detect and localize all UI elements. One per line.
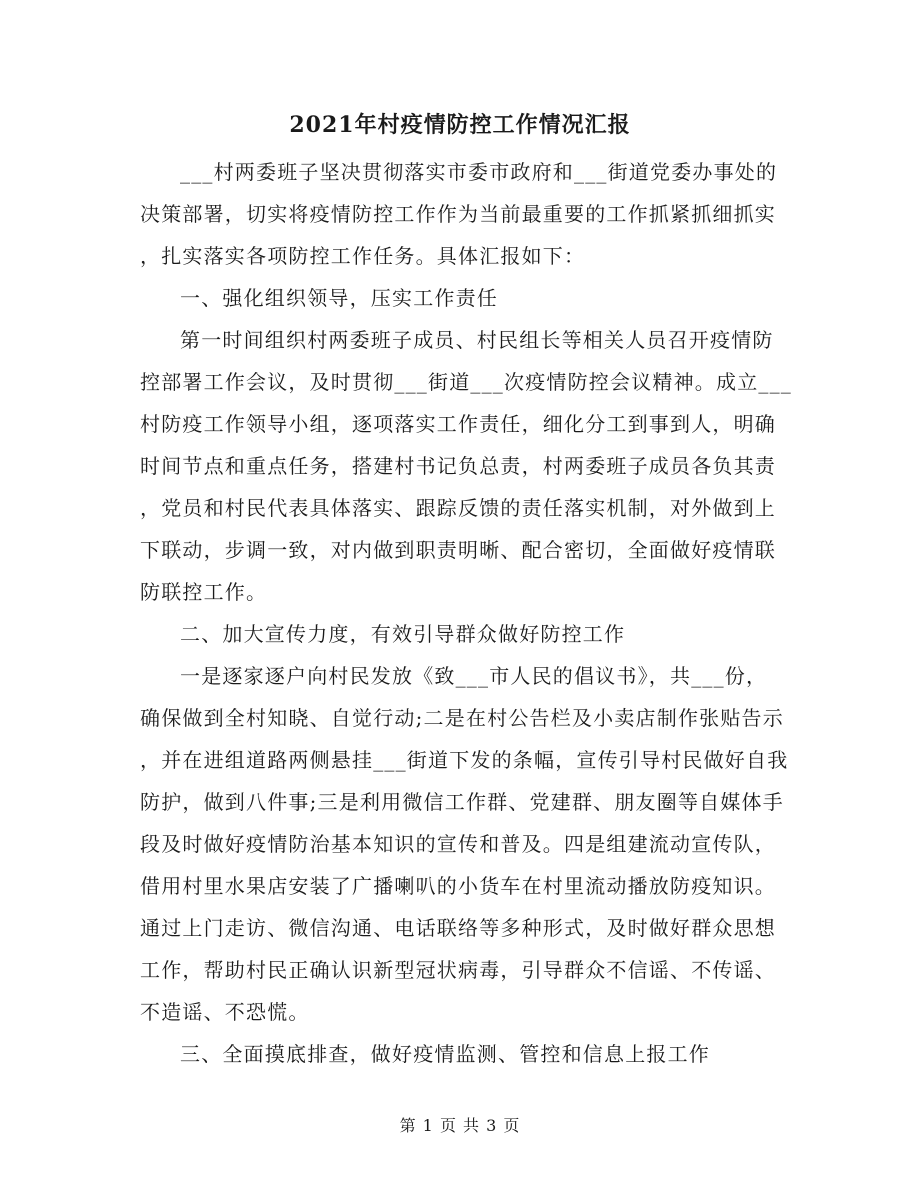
paragraph-line: ___村两委班子坚决贯彻落实市委市政府和___街道党委办事处的 <box>180 160 778 184</box>
paragraph-line: 通过上门走访、微信沟通、电话联络等多种形式，及时做好群众思想 <box>140 916 776 940</box>
paragraph-line: 不造谣、不恐慌。 <box>140 1000 310 1024</box>
section-heading: 一、强化组织领导，压实工作责任 <box>180 286 498 310</box>
paragraph-line: 一是逐家逐户向村民发放《致___市人民的倡议书》，共___份， <box>180 664 768 688</box>
paragraph-line: 借用村里水果店安装了广播喇叭的小货车在村里流动播放防疫知识。 <box>140 874 776 898</box>
paragraph-line: 第一时间组织村两委班子成员、村民组长等相关人员召开疫情防 <box>180 328 774 352</box>
page-number: 第 1 页 共 3 页 <box>399 1116 521 1135</box>
section-heading: 三、全面摸底排查，做好疫情监测、管控和信息上报工作 <box>180 1042 710 1066</box>
paragraph-line: 防联控工作。 <box>140 580 268 604</box>
paragraph-line: 时间节点和重点任务，搭建村书记负总责，村两委班子成员各负其责 <box>140 454 776 478</box>
paragraph-line: ，并在进组道路两侧悬挂___街道下发的条幅，宣传引导村民做好自我 <box>140 748 789 772</box>
paragraph-line: 段及时做好疫情防治基本知识的宣传和普及。四是组建流动宣传队， <box>140 832 776 856</box>
paragraph-line: 确保做到全村知晓、自觉行动;二是在村公告栏及小卖店制作张贴告示 <box>140 706 784 730</box>
paragraph-line: 工作，帮助村民正确认识新型冠状病毒，引导群众不信谣、不传谣、 <box>140 958 776 982</box>
paragraph-line: 防护，做到八件事;三是利用微信工作群、党建群、朋友圈等自媒体手 <box>140 790 784 814</box>
paragraph-line: ，党员和村民代表具体落实、跟踪反馈的责任落实机制，对外做到上 <box>140 496 776 520</box>
section-heading: 二、加大宣传力度，有效引导群众做好防控工作 <box>180 622 626 646</box>
paragraph-line: ，扎实落实各项防控工作任务。具体汇报如下： <box>140 244 586 268</box>
paragraph-line: 控部署工作会议，及时贯彻___街道___次疫情防控会议精神。成立___ <box>140 370 792 394</box>
paragraph-line: 下联动，步调一致，对内做到职责明晰、配合密切，全面做好疫情联 <box>140 538 776 562</box>
paragraph-line: 决策部署，切实将疫情防控工作作为当前最重要的工作抓紧抓细抓实 <box>140 202 776 226</box>
document-title: 2021年村疫情防控工作情况汇报 <box>289 112 631 138</box>
paragraph-line: 村防疫工作领导小组，逐项落实工作责任，细化分工到事到人，明确 <box>140 412 776 436</box>
